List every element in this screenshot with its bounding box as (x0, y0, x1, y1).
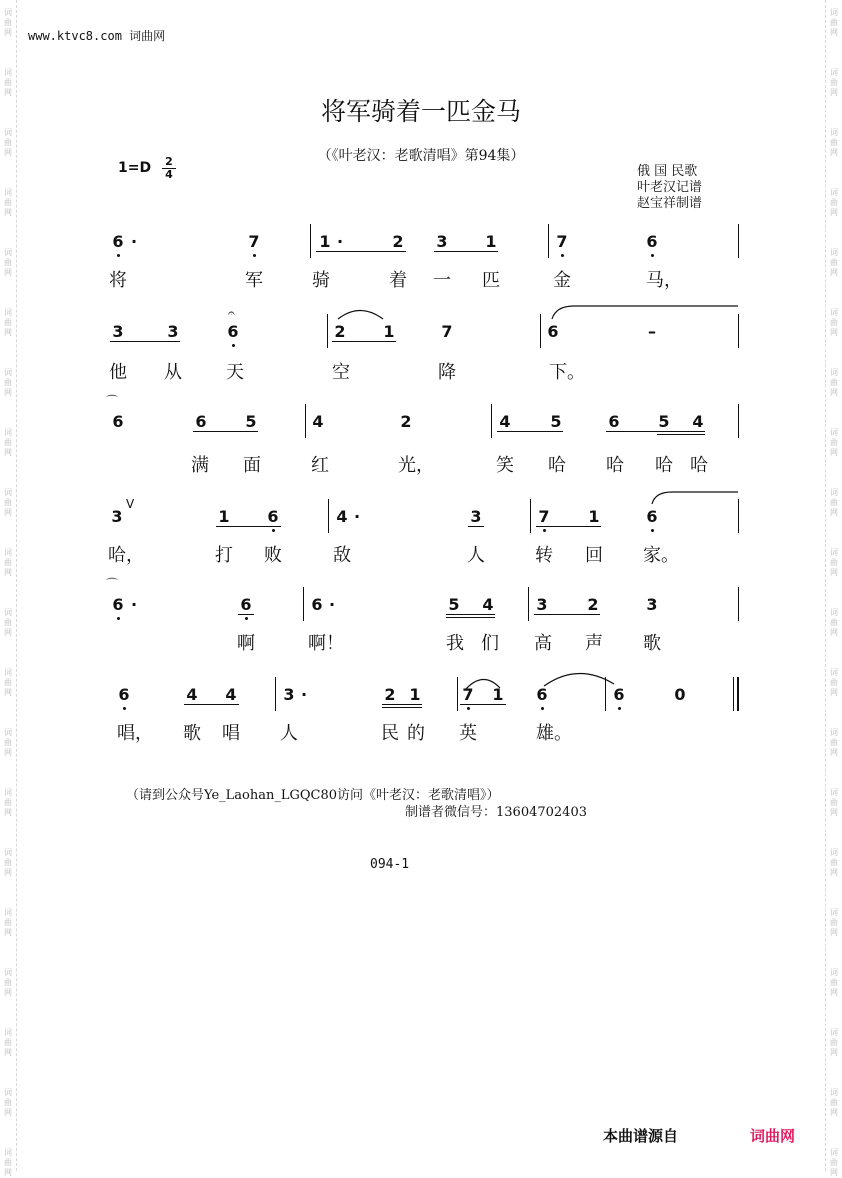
octave-dot (618, 707, 621, 710)
lyric: 满 (191, 455, 209, 476)
lyric: 的 (407, 723, 425, 744)
lyric: 金 (553, 270, 571, 291)
barline (328, 499, 329, 533)
note: 4 (312, 412, 324, 431)
octave-dot (232, 344, 235, 347)
barline (738, 224, 739, 258)
note: 4 (186, 685, 198, 704)
note: 7 (441, 322, 453, 341)
note: 4 (692, 412, 704, 431)
note: 4 (225, 685, 237, 704)
watermark-text: 词 曲 网 (4, 368, 12, 397)
barline (738, 314, 739, 348)
lyric: 我 (446, 633, 464, 654)
note: 3 (646, 595, 658, 614)
watermark-text: 词 曲 网 (4, 1148, 12, 1177)
octave-dot (541, 707, 544, 710)
watermark-text: 词 曲 网 (830, 8, 838, 37)
watermark-text: 词 曲 网 (4, 908, 12, 937)
watermark-text: 词 曲 网 (4, 548, 12, 577)
lyric: 军 (245, 270, 263, 291)
underline (193, 431, 258, 432)
note: 4 (336, 507, 348, 526)
lyric: 将 (109, 270, 127, 291)
note: 6 (112, 595, 124, 614)
lyric: 败 (264, 545, 282, 566)
lyric: 光， (398, 455, 434, 476)
lyric: 红 (311, 455, 329, 476)
watermark-text: 词 曲 网 (4, 1088, 12, 1117)
octave-dot (245, 617, 248, 620)
watermark-text: 词 曲 网 (4, 68, 12, 97)
lyric: 面 (243, 455, 261, 476)
lyric: 民 (381, 723, 399, 744)
barline (327, 314, 328, 348)
underline (434, 251, 498, 252)
underline (446, 617, 495, 618)
song-title: 将军骑着一匹金马 (320, 97, 521, 126)
note: 6 (112, 232, 124, 251)
augmentation-dot: · (300, 685, 308, 704)
note: 6 (118, 685, 130, 704)
barline (275, 677, 276, 711)
page-number: 094-1 (370, 857, 410, 872)
lyric: 人 (467, 545, 485, 566)
barline (738, 499, 739, 533)
note: 5 (658, 412, 670, 431)
lyric: 下。 (549, 362, 585, 383)
lyric: 哈 (548, 455, 566, 476)
note: 6 (646, 507, 658, 526)
watermark-text: 词 曲 网 (4, 668, 12, 697)
watermark-text: 词 曲 网 (830, 548, 838, 577)
watermark-text: 词 曲 网 (4, 128, 12, 157)
barline (303, 587, 304, 621)
lyric: 从 (164, 362, 182, 383)
note: 4 (499, 412, 511, 431)
note: 3 (470, 507, 482, 526)
lyric: 打 (215, 545, 233, 566)
lyric: 马， (646, 270, 682, 291)
note: 3 (536, 595, 548, 614)
underline (184, 704, 239, 705)
lyric: 雄。 (536, 723, 572, 744)
octave-dot (117, 617, 120, 620)
note: 6 (240, 595, 252, 614)
watermark-text: 词 曲 网 (830, 488, 838, 517)
note: 1 (485, 232, 497, 251)
underline (657, 434, 705, 435)
watermark-text: 词 曲 网 (830, 188, 838, 217)
lyric: 高 (534, 633, 552, 654)
note: 2 (400, 412, 412, 431)
watermark-text: 词 曲 网 (4, 488, 12, 517)
note: 3 (436, 232, 448, 251)
note: 2 (334, 322, 346, 341)
note: 6 (195, 412, 207, 431)
footnote: （请到公众号Ye_Laohan_LGQC80访问《叶老汉：老歌清唱》） (126, 788, 500, 803)
octave-dot (253, 254, 256, 257)
lyric: 歌 (643, 633, 661, 654)
note: 7 (248, 232, 260, 251)
lyric: 笑 (496, 455, 514, 476)
key-signature: 1=D (118, 160, 152, 176)
barline (738, 587, 739, 621)
tie (552, 306, 738, 319)
octave-dot (651, 529, 654, 532)
lyric: 啊 (237, 633, 255, 654)
underline (534, 614, 600, 615)
lyric: 歌 (183, 723, 201, 744)
note: 6 (608, 412, 620, 431)
watermark-text: 词 曲 网 (4, 1028, 12, 1057)
watermark-text: 词 曲 网 (4, 728, 12, 757)
note: 5 (550, 412, 562, 431)
octave-dot (272, 529, 275, 532)
note: 7 (538, 507, 550, 526)
barline (310, 224, 311, 258)
lyric: 回 (585, 545, 603, 566)
watermark-text: 词 曲 网 (830, 308, 838, 337)
note: 6 (646, 232, 658, 251)
source-label: 本曲谱源自 (603, 1127, 679, 1145)
barline (528, 587, 529, 621)
lyric: 哈 (606, 455, 624, 476)
watermark-text: 词 曲 网 (830, 128, 838, 157)
watermark-text: 词 曲 网 (830, 368, 838, 397)
octave-dot (467, 707, 470, 710)
watermark-text: 词 曲 网 (830, 1148, 838, 1177)
phrase-mark: ⌒ (106, 394, 119, 408)
lyric: 骑 (312, 270, 330, 291)
lyric: 唱， (117, 723, 153, 744)
watermark-text: 词 曲 网 (4, 248, 12, 277)
note: 3 (112, 322, 124, 341)
lyric: 哈 (655, 455, 673, 476)
underline (446, 614, 495, 615)
octave-dot (543, 529, 546, 532)
watermark-text: 词 曲 网 (4, 188, 12, 217)
watermark-text: 词 曲 网 (4, 308, 12, 337)
barline (530, 499, 531, 533)
note: 2 (392, 232, 404, 251)
breath-mark: V (126, 497, 135, 511)
time-signature-bottom: 4 (162, 168, 176, 181)
barline (738, 404, 739, 438)
wechat-contact: 制谱者微信号：13604702403 (405, 805, 587, 820)
watermark-text: 词 曲 网 (830, 788, 838, 817)
note: 6 (267, 507, 279, 526)
note: 6 (227, 322, 239, 341)
barline (605, 677, 606, 711)
lyric: 家。 (643, 545, 679, 566)
watermark-text: 词 曲 网 (4, 428, 12, 457)
note: 7 (462, 685, 474, 704)
note: 1 (319, 232, 331, 251)
fermata-mark: 𝄐 (228, 306, 235, 320)
dash: – (648, 322, 656, 341)
watermark-text: 词 曲 网 (4, 788, 12, 817)
barline (540, 314, 541, 348)
underline (382, 707, 422, 708)
augmentation-dot: · (328, 595, 336, 614)
final-barline (737, 677, 739, 711)
underline (460, 704, 506, 705)
underline (497, 431, 563, 432)
barline (548, 224, 549, 258)
slur (338, 311, 383, 320)
note: 1 (383, 322, 395, 341)
octave-dot (117, 254, 120, 257)
watermark-text: 词 曲 网 (830, 1028, 838, 1057)
lyric: 哈 (690, 455, 708, 476)
lyric: 空 (332, 362, 350, 383)
underline (468, 526, 484, 527)
underline (238, 614, 254, 615)
tie (544, 673, 614, 686)
barline (305, 404, 306, 438)
tie (652, 492, 738, 504)
barline (491, 404, 492, 438)
octave-dot (561, 254, 564, 257)
lyric: 唱 (222, 723, 240, 744)
lyric: 降 (438, 362, 456, 383)
note: 5 (245, 412, 257, 431)
lyric: 着 (389, 270, 407, 291)
watermark-text: 词 曲 网 (830, 968, 838, 997)
watermark-text: 词 曲 网 (4, 968, 12, 997)
note: 6 (547, 322, 559, 341)
augmentation-dot: · (130, 595, 138, 614)
credit-engraver: 赵宝祥制谱 (637, 196, 703, 211)
note: 6 (311, 595, 323, 614)
note: 5 (448, 595, 460, 614)
lyric: 哈， (108, 545, 144, 566)
watermark-text: 词 曲 网 (830, 1088, 838, 1117)
augmentation-dot: · (130, 232, 138, 251)
watermark-text: 词 曲 网 (830, 428, 838, 457)
underline (332, 341, 396, 342)
lyric: 人 (280, 723, 298, 744)
watermark-text: 词 曲 网 (4, 608, 12, 637)
watermark-text: 词 曲 网 (830, 68, 838, 97)
octave-dot (651, 254, 654, 257)
note: 1 (492, 685, 504, 704)
source-site-link[interactable]: 词曲网 (750, 1127, 796, 1145)
watermark-text: 词 曲 网 (830, 248, 838, 277)
underline (316, 251, 406, 252)
note: 1 (409, 685, 421, 704)
underline (606, 431, 705, 432)
lyric: 匹 (482, 270, 500, 291)
watermark-text: 词 曲 网 (830, 908, 838, 937)
watermark-text: 词 曲 网 (4, 848, 12, 877)
credit-origin: 俄 国 民歌 (637, 164, 698, 179)
rest: 0 (674, 685, 686, 704)
watermark-text: 词 曲 网 (830, 668, 838, 697)
note: 7 (556, 232, 568, 251)
note: 6 (536, 685, 548, 704)
site-url[interactable]: www.ktvc8.com 词曲网 (28, 29, 166, 43)
augmentation-dot: · (353, 507, 361, 526)
augmentation-dot: · (336, 232, 344, 251)
note: 6 (613, 685, 625, 704)
time-signature-top: 2 (165, 155, 173, 168)
lyric: 们 (481, 633, 499, 654)
lyric: 英 (459, 723, 477, 744)
note: 2 (587, 595, 599, 614)
watermark-text: 词 曲 网 (830, 848, 838, 877)
watermark-text: 词 曲 网 (4, 8, 12, 37)
lyric: 啊！ (308, 633, 344, 654)
phrase-mark: ⌒ (106, 577, 119, 591)
barline (733, 677, 734, 711)
lyric: 天 (226, 362, 244, 383)
lyric: 敌 (333, 545, 351, 566)
lyric: 他 (109, 362, 127, 383)
note: 1 (588, 507, 600, 526)
credit-notation: 叶老汉记谱 (637, 180, 703, 195)
underline (216, 526, 281, 527)
note: 3 (167, 322, 179, 341)
underline (382, 704, 422, 705)
note: 4 (482, 595, 494, 614)
song-subtitle: （《叶老汉：老歌清唱》第94集） (317, 148, 525, 164)
lyric: 转 (535, 545, 553, 566)
lyric: 声 (585, 633, 603, 654)
note: 3 (111, 507, 123, 526)
note: 2 (384, 685, 396, 704)
note: 1 (218, 507, 230, 526)
watermark-text: 词 曲 网 (830, 728, 838, 757)
underline (110, 341, 180, 342)
note: 3 (283, 685, 295, 704)
underline (536, 526, 601, 527)
note: 6 (112, 412, 124, 431)
watermark-text: 词 曲 网 (830, 608, 838, 637)
lyric: 一 (433, 270, 451, 291)
octave-dot (123, 707, 126, 710)
